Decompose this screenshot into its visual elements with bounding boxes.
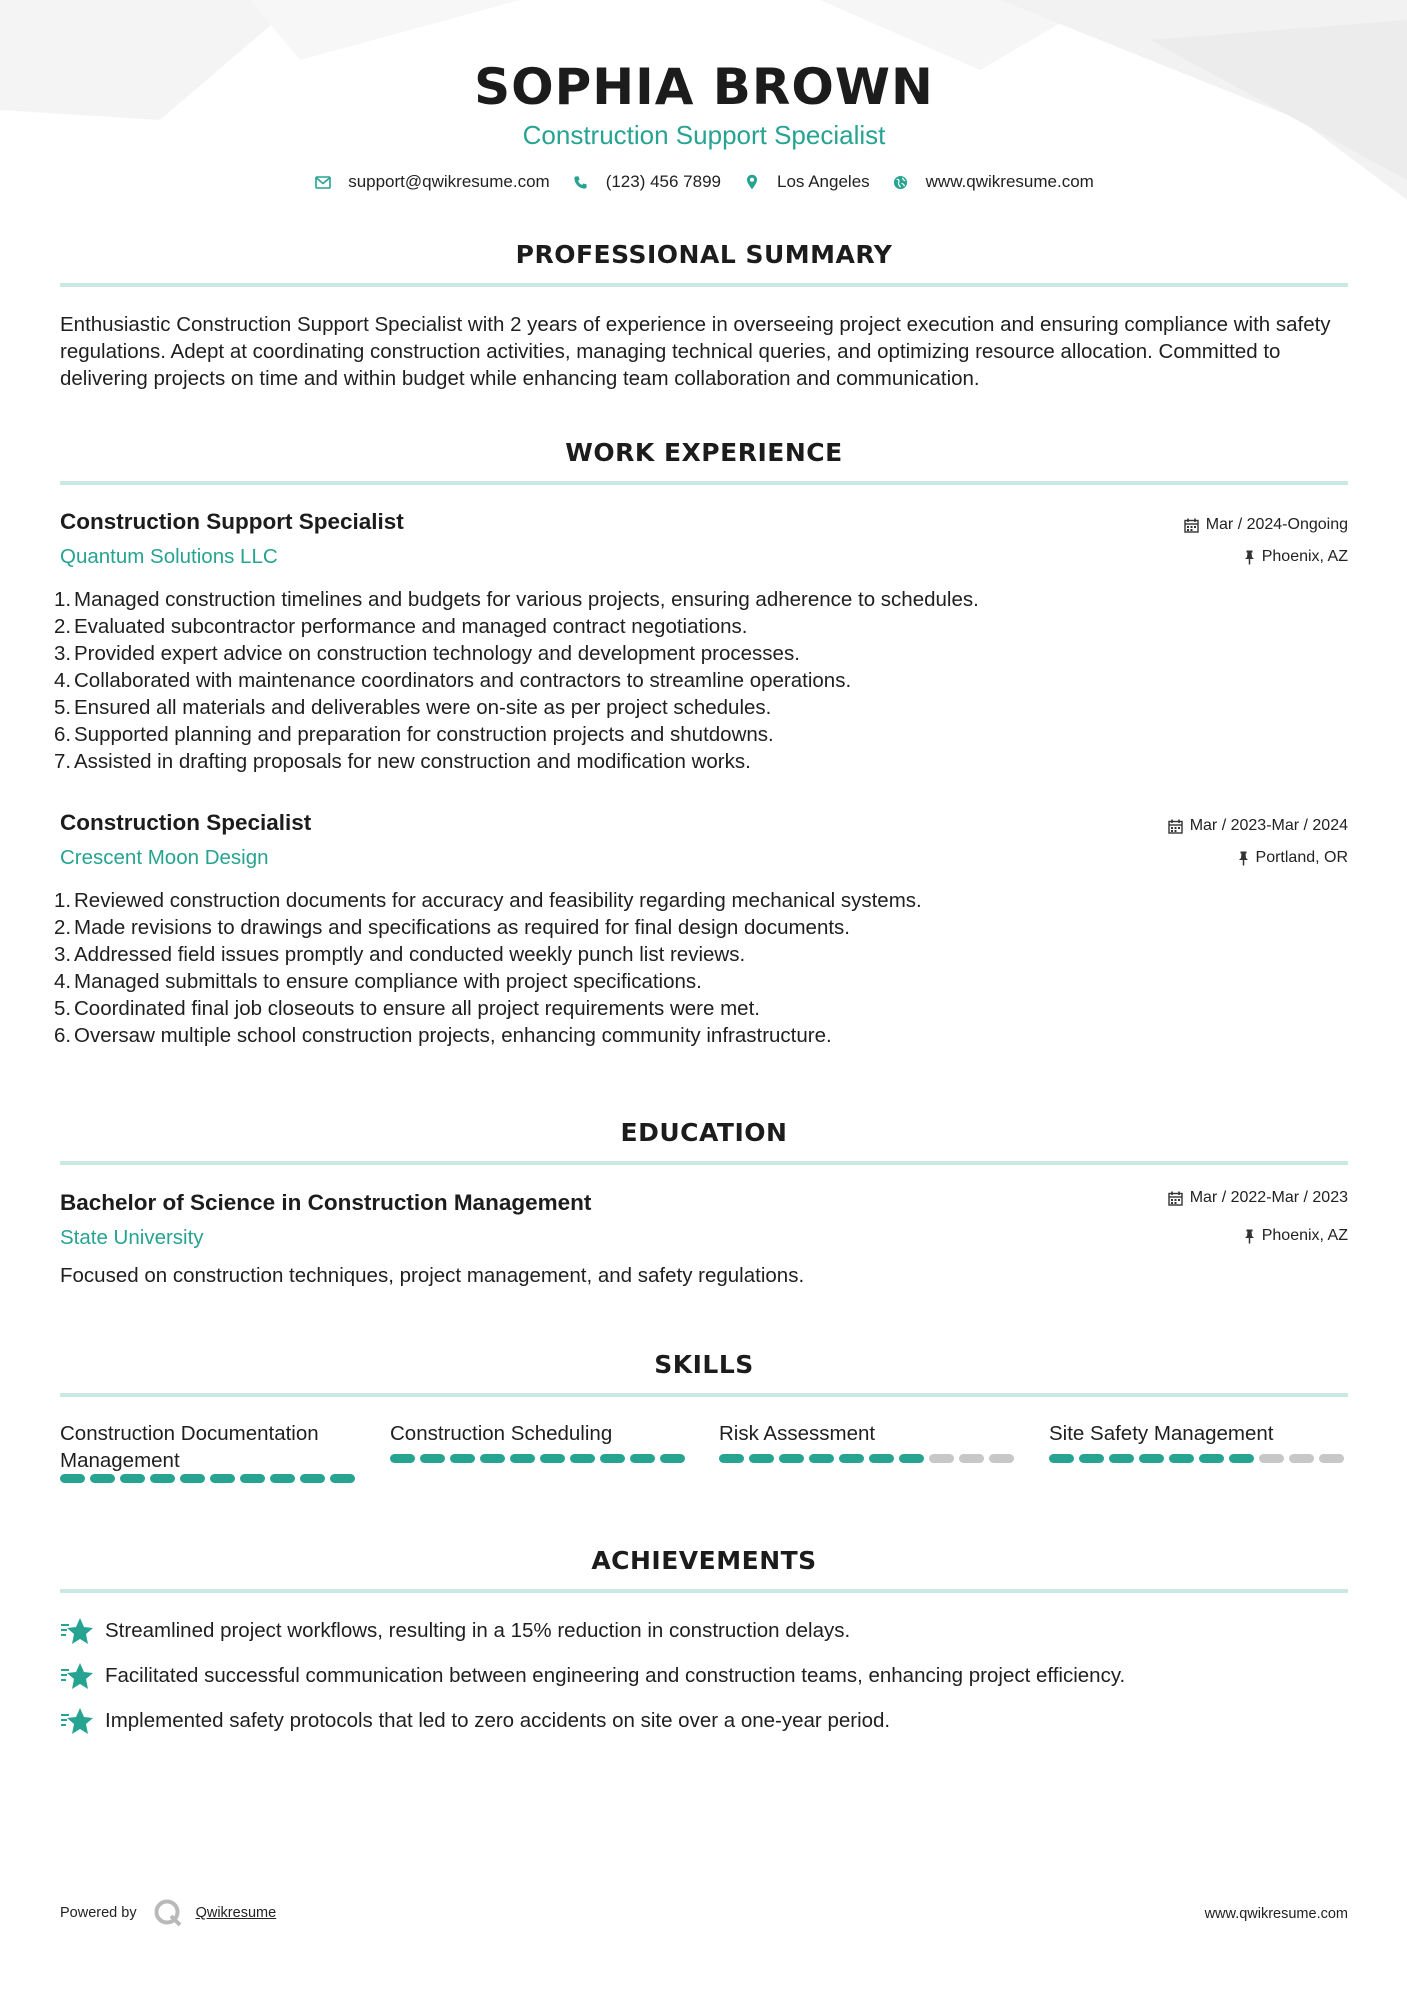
contact-phone[interactable] (572, 172, 721, 192)
skill-level-segment (300, 1474, 325, 1483)
skill-item (60, 1420, 360, 1483)
skill-level-segment (749, 1454, 774, 1463)
job-company: Crescent Moon Design (60, 846, 269, 869)
skill-level-segment (1109, 1454, 1134, 1463)
pushpin-icon (1244, 1229, 1255, 1244)
qwikresume-logo-icon (153, 1898, 183, 1928)
job-company: Quantum Solutions LLC (60, 545, 278, 568)
job-location (1244, 548, 1348, 566)
skill-level-segment (1229, 1454, 1254, 1463)
degree-title: Bachelor of Science in Construction Management (60, 1190, 592, 1215)
phone-icon (572, 173, 590, 191)
skill-name: Construction Documentation Management (60, 1422, 319, 1472)
skill-item (390, 1420, 690, 1463)
summary-text: Enthusiastic Construction Support Specialist with 2 years of experience in overseeing project execution and ensuring compliance with safety regulations. Adept at coordinating construction activities, managing technical queries, and optimizing resource allocation. Committed to delivering projects on time and within budget while enhancing team collaboration and communication. (60, 313, 1331, 390)
list-item: 6. Oversaw multiple school construction projects, enhancing community infrastructure. (54, 1024, 832, 1047)
skill-level-segment (450, 1454, 475, 1463)
skill-level-segment (330, 1474, 355, 1483)
list-item: 2. Made revisions to drawings and specifications as required for final design documents. (54, 916, 850, 939)
skill-level-bar (60, 1474, 360, 1483)
skill-level-segment (839, 1454, 864, 1463)
skill-level-segment (210, 1474, 235, 1483)
skill-level-segment (1049, 1454, 1074, 1463)
skill-level-segment (779, 1454, 804, 1463)
star-icon (60, 1706, 94, 1736)
skill-level-segment (959, 1454, 984, 1463)
footer-website-link[interactable]: www.qwikresume.com (1204, 1906, 1348, 1922)
education-location (1244, 1227, 1348, 1245)
achievement-item (60, 1661, 1125, 1691)
skill-level-bar (1049, 1454, 1349, 1463)
star-icon (60, 1661, 94, 1691)
skill-level-segment (600, 1454, 625, 1463)
phone-text: (123) 456 7899 (605, 172, 722, 191)
skill-level-segment (1079, 1454, 1104, 1463)
skill-level-segment (630, 1454, 655, 1463)
job-date (1168, 817, 1348, 835)
pushpin-icon (1244, 550, 1255, 565)
education-location-text: Phoenix, AZ (1261, 1227, 1348, 1244)
achievement-item (60, 1616, 850, 1646)
achievements-heading: ACHIEVEMENTS (591, 1546, 817, 1575)
list-item: 4. Collaborated with maintenance coordinators and contractors to streamline operations. (54, 669, 852, 692)
calendar-icon (1168, 1191, 1183, 1206)
skill-level-bar (390, 1454, 690, 1463)
achievement-text: Streamlined project workflows, resulting in a 15% reduction in construction delays. (105, 1619, 851, 1642)
job-date (1184, 516, 1348, 534)
skill-level-segment (120, 1474, 145, 1483)
job-title: Construction Specialist (60, 810, 312, 835)
job-duties-list (54, 887, 1344, 1049)
skills-divider (60, 1393, 1348, 1397)
experience-heading: WORK EXPERIENCE (565, 438, 843, 467)
job-location-text: Portland, OR (1255, 849, 1348, 866)
skill-level-segment (899, 1454, 924, 1463)
job-date-text: Mar / 2024-Ongoing (1205, 516, 1348, 533)
location-text: Los Angeles (777, 172, 870, 191)
contact-location (743, 172, 870, 192)
skill-level-segment (510, 1454, 535, 1463)
list-item: 6. Supported planning and preparation for construction projects and shutdowns. (54, 723, 774, 746)
skill-level-segment (719, 1454, 744, 1463)
star-icon (60, 1616, 94, 1646)
achievement-item (60, 1706, 890, 1736)
list-item: 5. Ensured all materials and deliverables were on-site as per project schedules. (54, 696, 772, 719)
skill-level-segment (1319, 1454, 1344, 1463)
job-location-text: Phoenix, AZ (1261, 548, 1348, 565)
calendar-icon (1168, 819, 1183, 834)
contact-email[interactable] (314, 172, 550, 192)
skill-level-segment (1289, 1454, 1314, 1463)
skill-name: Construction Scheduling (390, 1422, 613, 1445)
skill-level-segment (869, 1454, 894, 1463)
education-heading: EDUCATION (620, 1118, 788, 1147)
job-date-text: Mar / 2023-Mar / 2024 (1189, 817, 1348, 834)
list-item: 3. Provided expert advice on construction technology and development processes. (54, 642, 800, 665)
footer-powered-by (60, 1898, 276, 1928)
education-divider (60, 1161, 1348, 1165)
skill-level-segment (270, 1474, 295, 1483)
skill-level-segment (929, 1454, 954, 1463)
achievements-divider (60, 1589, 1348, 1593)
job-duties-list (54, 586, 1344, 775)
skill-level-segment (1169, 1454, 1194, 1463)
candidate-name: SOPHIA BROWN (474, 58, 934, 116)
skill-name: Risk Assessment (719, 1422, 876, 1445)
website-text: www.qwikresume.com (925, 172, 1094, 191)
summary-heading: PROFESSIONAL SUMMARY (515, 240, 893, 269)
skill-level-segment (90, 1474, 115, 1483)
school-name: State University (60, 1226, 204, 1249)
skill-item (719, 1420, 1019, 1463)
list-item: 4. Managed submittals to ensure compliance with project specifications. (54, 970, 702, 993)
skill-level-segment (809, 1454, 834, 1463)
skill-name: Site Safety Management (1049, 1422, 1274, 1445)
education-date (1168, 1189, 1348, 1207)
list-item: 1. Reviewed construction documents for accuracy and feasibility regarding mechanical systems. (54, 889, 922, 912)
calendar-icon (1184, 518, 1199, 533)
skill-level-segment (570, 1454, 595, 1463)
map-pin-icon (743, 173, 761, 191)
skill-level-segment (1259, 1454, 1284, 1463)
powered-by-label: Powered by (60, 1905, 137, 1921)
candidate-title: Construction Support Specialist (522, 120, 886, 150)
contact-website[interactable] (892, 172, 1094, 192)
skill-level-segment (480, 1454, 505, 1463)
skill-level-segment (540, 1454, 565, 1463)
achievement-text: Facilitated successful communication between engineering and construction teams, enhancing project efficiency. (105, 1664, 1126, 1687)
skill-level-segment (1139, 1454, 1164, 1463)
education-date-text: Mar / 2022-Mar / 2023 (1189, 1189, 1348, 1206)
globe-icon (892, 173, 910, 191)
skill-level-bar (719, 1454, 1019, 1463)
email-text: support@qwikresume.com (348, 172, 550, 191)
list-item: 5. Coordinated final job closeouts to ensure all project requirements were met. (54, 997, 760, 1020)
list-item: 2. Evaluated subcontractor performance and managed contract negotiations. (54, 615, 748, 638)
summary-divider (60, 283, 1348, 287)
contact-bar (60, 172, 1348, 192)
skill-level-segment (180, 1474, 205, 1483)
job-location (1238, 849, 1348, 867)
achievement-text: Implemented safety protocols that led to zero accidents on site over a one-year period. (105, 1709, 891, 1732)
qwikresume-link[interactable]: Qwikresume (195, 1905, 277, 1921)
skill-level-segment (60, 1474, 85, 1483)
list-item: 3. Addressed field issues promptly and conducted weekly punch list reviews. (54, 943, 746, 966)
skills-heading: SKILLS (654, 1350, 754, 1379)
pushpin-icon (1238, 851, 1249, 866)
skill-level-segment (1199, 1454, 1224, 1463)
list-item: 7. Assisted in drafting proposals for new construction and modification works. (54, 750, 751, 773)
experience-divider (60, 481, 1348, 485)
skill-level-segment (989, 1454, 1014, 1463)
skill-level-segment (150, 1474, 175, 1483)
envelope-icon (314, 173, 332, 191)
education-description: Focused on construction techniques, project management, and safety regulations. (60, 1264, 805, 1287)
skill-item (1049, 1420, 1349, 1463)
skill-level-segment (240, 1474, 265, 1483)
skill-level-segment (660, 1454, 685, 1463)
job-title: Construction Support Specialist (60, 509, 404, 534)
skill-level-segment (390, 1454, 415, 1463)
list-item: 1. Managed construction timelines and budgets for various projects, ensuring adherence to schedules. (54, 588, 979, 611)
skill-level-segment (420, 1454, 445, 1463)
